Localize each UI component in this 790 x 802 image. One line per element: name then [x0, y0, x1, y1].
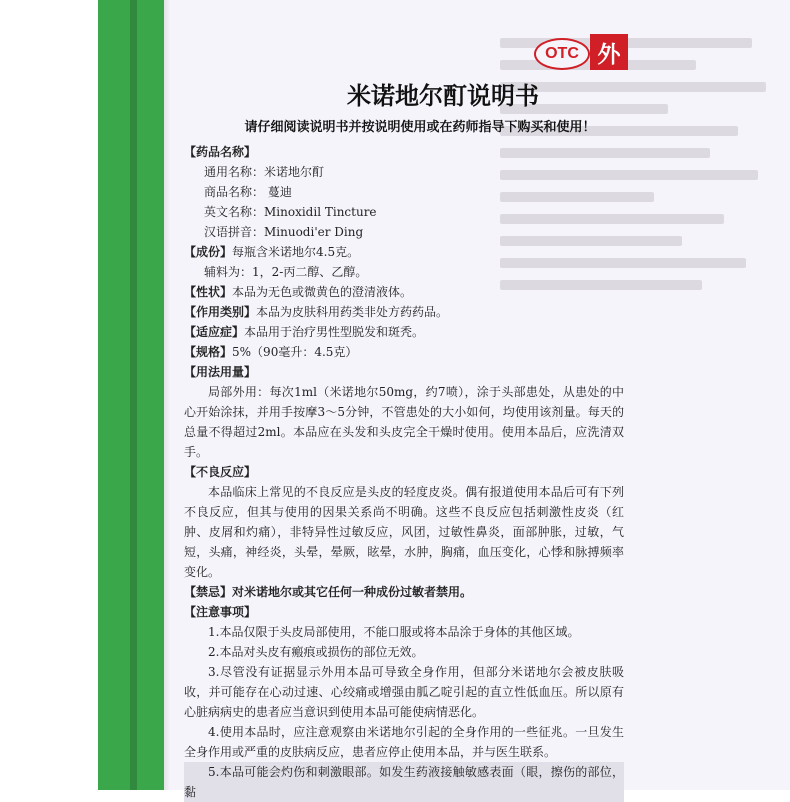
paper-edge-shadow: [164, 0, 170, 790]
composition-heading: 【成份】: [184, 245, 233, 259]
composition-text: 每瓶含米诺地尔4.5克。: [232, 245, 360, 259]
precaution-item: 2.本品对头皮有瘢痕或损伤的部位无效。: [208, 645, 424, 659]
adverse-heading: 【不良反应】: [184, 465, 257, 479]
usage-heading: 【用法用量】: [184, 365, 257, 379]
leaflet-body: [184, 142, 624, 802]
english-name: 英文名称：Minoxidil Tincture: [204, 205, 377, 219]
adverse-text: 本品临床上常见的不良反应是头皮的轻度皮炎。偶有报道使用本品后可有下列不良反应，但其与使用的因果关系尚不明确。这些不良反应包括刺激性皮炎（红肿、皮屑和灼痛），非特异性过敏反应，风团，过敏性鼻炎，面部肿胀，过敏，气短，头痛，神经炎，头晕，晕厥，眩晕，水肿，胸痛，血压变化，心悸和脉搏频率变化。: [184, 485, 624, 579]
properties-heading: 【性状】: [184, 285, 233, 299]
precautions-heading: 【注意事项】: [184, 605, 257, 619]
precaution-item: 5.本品可能会灼伤和刺激眼部。如发生药液接触敏感表面（眼，擦伤的部位，黏: [184, 762, 624, 802]
dark-stripe-line: [130, 0, 137, 790]
pinyin-name: 汉语拼音：Minuodi'er Ding: [204, 225, 364, 239]
excipients-text: 辅料为：1，2-丙二醇、乙醇。: [204, 265, 368, 279]
common-name: 通用名称：米诺地尔酊: [204, 165, 325, 179]
reading-notice: 请仔细阅读说明书并按说明使用或在药师指导下购买和使用！: [244, 120, 596, 135]
indication-text: 本品用于治疗男性型脱发和斑秃。: [244, 325, 425, 339]
indication-heading: 【适应症】: [184, 325, 245, 339]
drug-name-heading: 【药品名称】: [184, 145, 257, 159]
contraindication-heading: 【禁忌】: [184, 585, 233, 599]
spec-heading: 【规格】: [184, 345, 233, 359]
external-use-badge: 外: [590, 34, 628, 70]
document-title: 米诺地尔酊说明书: [347, 81, 539, 110]
spec-text: 5%（90毫升：4.5克）: [232, 345, 358, 359]
precaution-item: 4.使用本品时，应注意观察由米诺地尔引起的全身作用的一些征兆。一旦发生全身作用或严重的皮肤病反应，患者应停止使用本品，并与医生联系。: [184, 725, 624, 759]
precaution-item: 3.尽管没有证据显示外用本品可导致全身作用，但部分米诺地尔会被皮肤吸收，并可能存在心动过速、心绞痛或增强由胍乙啶引起的直立性低血压。所以原有心脏病病史的患者应当意识到使用本品可能使病情恶化。: [184, 665, 624, 719]
otc-badge: OTC: [534, 38, 590, 70]
contraindication-text: 对米诺地尔或其它任何一种成份过敏者禁用。: [232, 585, 473, 599]
precaution-item: 1.本品仅限于头皮局部使用，不能口服或将本品涂于身体的其他区域。: [208, 625, 580, 639]
trade-name: 商品名称： 蔓迪: [204, 185, 292, 199]
category-text: 本品为皮肤科用药类非处方药药品。: [256, 305, 449, 319]
properties-text: 本品为无色或微黄色的澄清液体。: [232, 285, 413, 299]
usage-text: 局部外用：每次1ml（米诺地尔50mg，约7喷），涂于头部患处，从患处的中心开始涂抹，并用手按摩3～5分钟，不管患处的大小如何，均使用该剂量。每天的总量不得超过2ml。本品应在头发和头皮完全干燥时使用。使用本品后，应洗清双手。: [184, 385, 624, 459]
category-heading: 【作用类别】: [184, 305, 257, 319]
